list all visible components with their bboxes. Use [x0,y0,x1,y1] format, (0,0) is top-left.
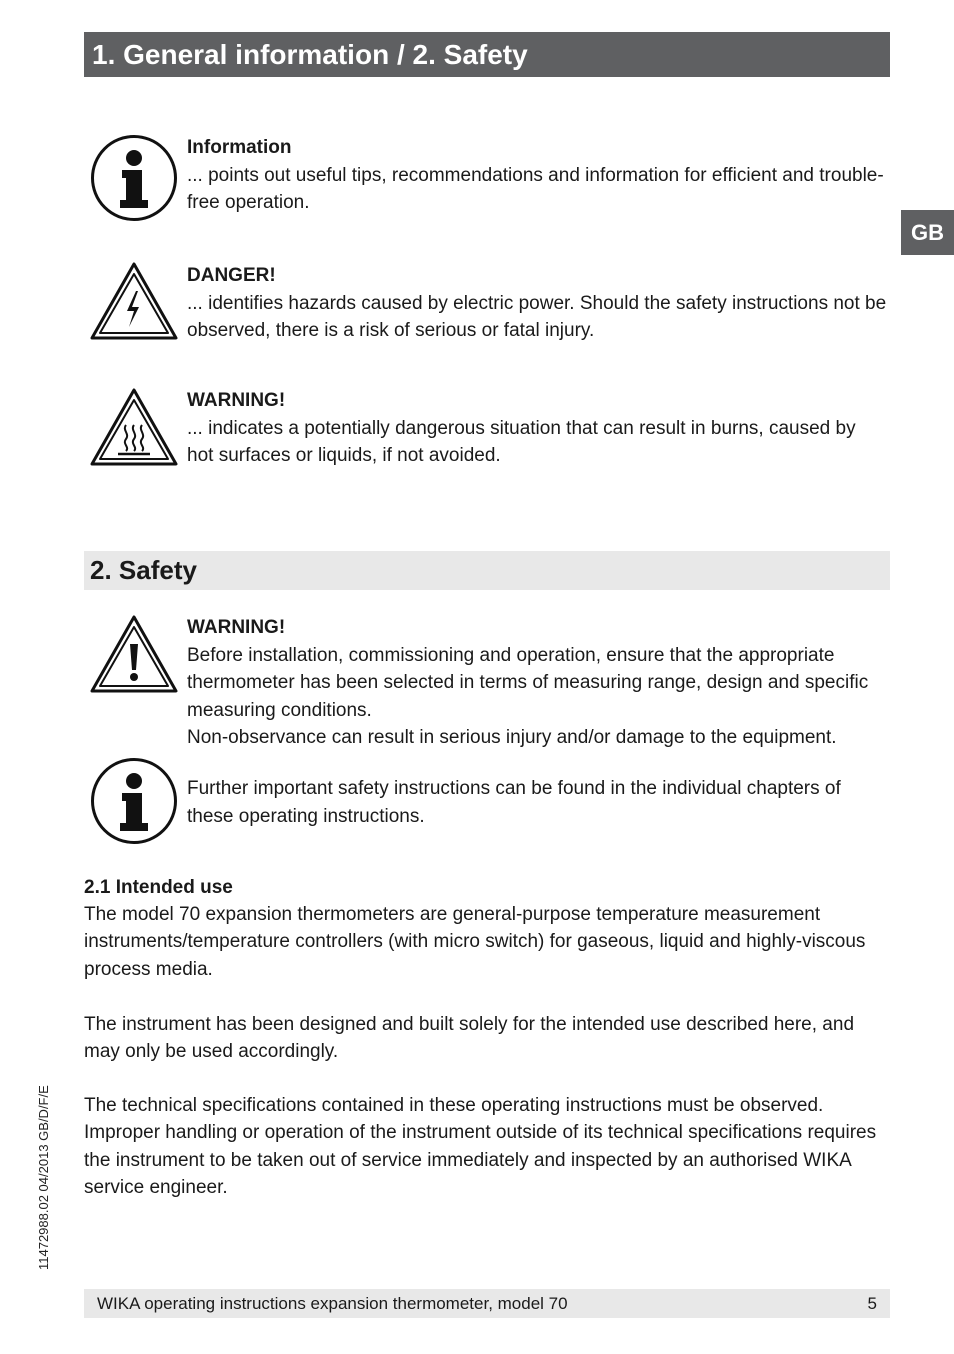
note-text: Further important safety instructions can be found in the individual chapters of these operating instructions. [187,778,841,827]
footer-text: WIKA operating instructions expansion thermometer, model 70 [97,1294,568,1313]
note-title: Information [187,137,292,158]
paragraph: The instrument has been designed and built solely for the intended use described here, and may only be used accordingly. [84,1014,855,1063]
note-text: ... identifies hazards caused by electric power. Should the safety instructions not be observed, there is a risk of serious or fatal injury. [187,292,887,341]
note-title: DANGER! [187,265,276,286]
electric-hazard-icon [90,261,178,346]
subsection-heading: 2.1 Intended use [84,877,233,898]
paragraph: The model 70 expansion thermometers are general-purpose temperature measurement instruments/temperature controllers (with micro switch) for gaseous, liquid and highly-viscous process media. [84,904,866,980]
page-number: 5 [867,1294,877,1313]
hot-surface-icon [90,387,178,472]
note-text: ... points out useful tips, recommendations and information for efficient and trouble-free operation. [187,164,884,213]
page-header: 1. General information / 2. Safety [84,32,890,77]
warning-icon [90,614,178,699]
paragraph: The technical specifications contained in these operating instructions must be observed. Improper handling or operation of the instrument outside of its technical specifications requires the instrument to be taken out of service immediately and inspected by an authorised WIKA service engineer. [84,1095,877,1198]
note-title: WARNING! [187,617,286,638]
note-text: Non-observance can result in serious injury and/or damage to the equipment. [187,727,837,748]
info-icon [90,134,178,227]
page-footer [84,1289,890,1318]
info-icon [90,757,178,850]
note-text: ... indicates a potentially dangerous situation that can result in burns, caused by hot surfaces or liquids, if not avoided. [187,417,856,466]
note-text: Before installation, commissioning and operation, ensure that the appropriate thermometer has been selected in terms of measuring range, design and specific measuring conditions. [187,644,869,721]
document-code: 11472988.02 04/2013 GB/D/F/E [36,1085,51,1270]
language-tab: GB [901,210,954,255]
note-title: WARNING! [187,390,286,411]
section-heading: 2. Safety [84,551,890,590]
